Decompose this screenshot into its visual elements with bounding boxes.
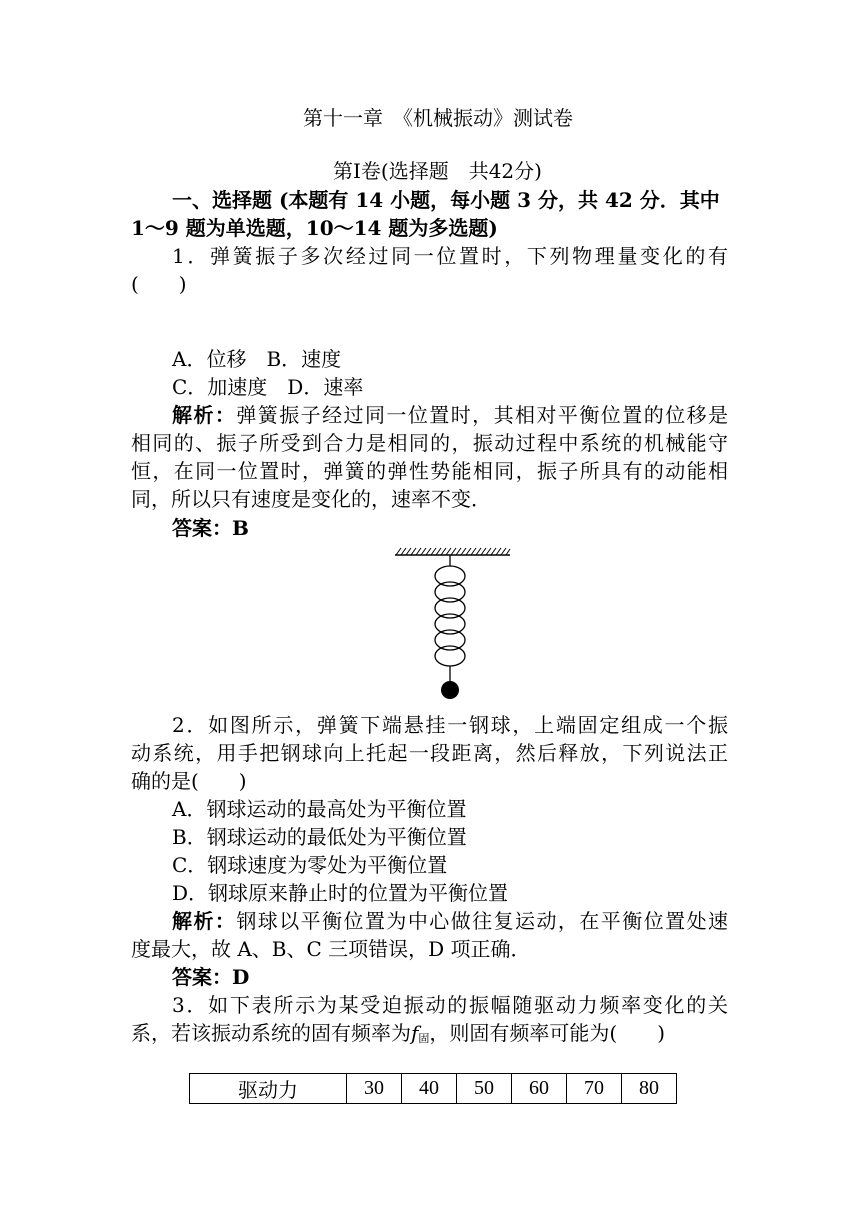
table-cell: 30: [347, 1074, 402, 1104]
spring-coil: [435, 555, 465, 682]
q3-stem-line1: 3．如下表所示为某受迫振动的振幅随驱动力频率变化的关: [172, 993, 728, 1017]
table-row: [190, 1074, 677, 1104]
q1-analysis-label: 解析：: [172, 403, 237, 427]
table-cell: 80: [622, 1074, 677, 1104]
q3-stem-line2: [131, 1019, 665, 1053]
freq-symbol: f: [411, 1021, 419, 1045]
q2-analysis-line1: [172, 907, 728, 935]
q2-option-c: C．钢球速度为零处为平衡位置: [172, 853, 448, 877]
ceiling-hatch: [395, 548, 510, 555]
table-cell: 70: [567, 1074, 622, 1104]
q2-analysis-line2: 度最大，故 A、B、C 三项错误，D 项正确．: [131, 937, 531, 961]
q2-analysis-text1: 钢球以平衡位置为中心做往复运动，在平衡位置处速: [236, 909, 729, 933]
q3-stem-text-a: 系，若该振动系统的固有频率为: [131, 1021, 411, 1045]
q2-option-a: A．钢球运动的最高处为平衡位置: [172, 797, 467, 821]
q2-analysis-label: 解析：: [172, 909, 237, 933]
q1-stem-line2: ( ): [131, 272, 187, 296]
q1-options-line2: C．加速度 D．速率: [172, 375, 364, 399]
spring-ball-figure: [392, 546, 514, 704]
table-cell: 50: [457, 1074, 512, 1104]
q1-analysis-line4: 同，所以只有速度是变化的，速率不变．: [131, 487, 491, 511]
part-heading-line1: 一、选择题 (本题有 14 小题，每小题 3 分，共 42 分．其中: [172, 188, 720, 212]
q1-analysis-line2: 相同的、振子所受到合力是相同的，振动过程中系统的机械能守: [131, 431, 728, 455]
q1-analysis-line1: [172, 401, 728, 429]
q2-option-b: B．钢球运动的最低处为平衡位置: [172, 825, 467, 849]
q2-stem-line3: 确的是( ): [131, 769, 247, 793]
chapter-title: 第十一章 《机械振动》测试卷: [303, 106, 573, 130]
q3-stem-text-b: ，则固有频率可能为( ): [429, 1021, 666, 1045]
table-header-cell: 驱动力: [190, 1074, 347, 1104]
section-title: 第Ⅰ卷(选择题 共42分): [333, 159, 542, 183]
q1-stem-line1: 1．弹簧振子多次经过同一位置时，下列物理量变化的有: [172, 244, 728, 268]
q2-stem-line1: 2．如图所示，弹簧下端悬挂一钢球，上端固定组成一个振: [172, 713, 728, 737]
table-cell: 60: [512, 1074, 567, 1104]
table-cell: 40: [402, 1074, 457, 1104]
freq-subscript: 固: [418, 1032, 430, 1045]
frequency-table: [189, 1073, 677, 1104]
q1-analysis-line3: 恒，在同一位置时，弹簧的弹性势能相同，振子所具有的动能相: [131, 459, 728, 483]
q1-answer: 答案：B: [172, 516, 249, 540]
q1-analysis-text1: 弹簧振子经过同一位置时，其相对平衡位置的位移是: [236, 403, 729, 427]
q2-option-d: D．钢球原来静止时的位置为平衡位置: [172, 881, 509, 905]
q2-stem-line2: 动系统，用手把钢球向上托起一段距离，然后释放，下列说法正: [131, 741, 728, 765]
q1-options-line1: A．位移 B．速度: [172, 347, 342, 371]
q2-answer: 答案：D: [172, 965, 250, 989]
part-heading-line2: 1～9 题为单选题，10～14 题为多选题): [131, 216, 498, 240]
steel-ball: [441, 681, 459, 699]
